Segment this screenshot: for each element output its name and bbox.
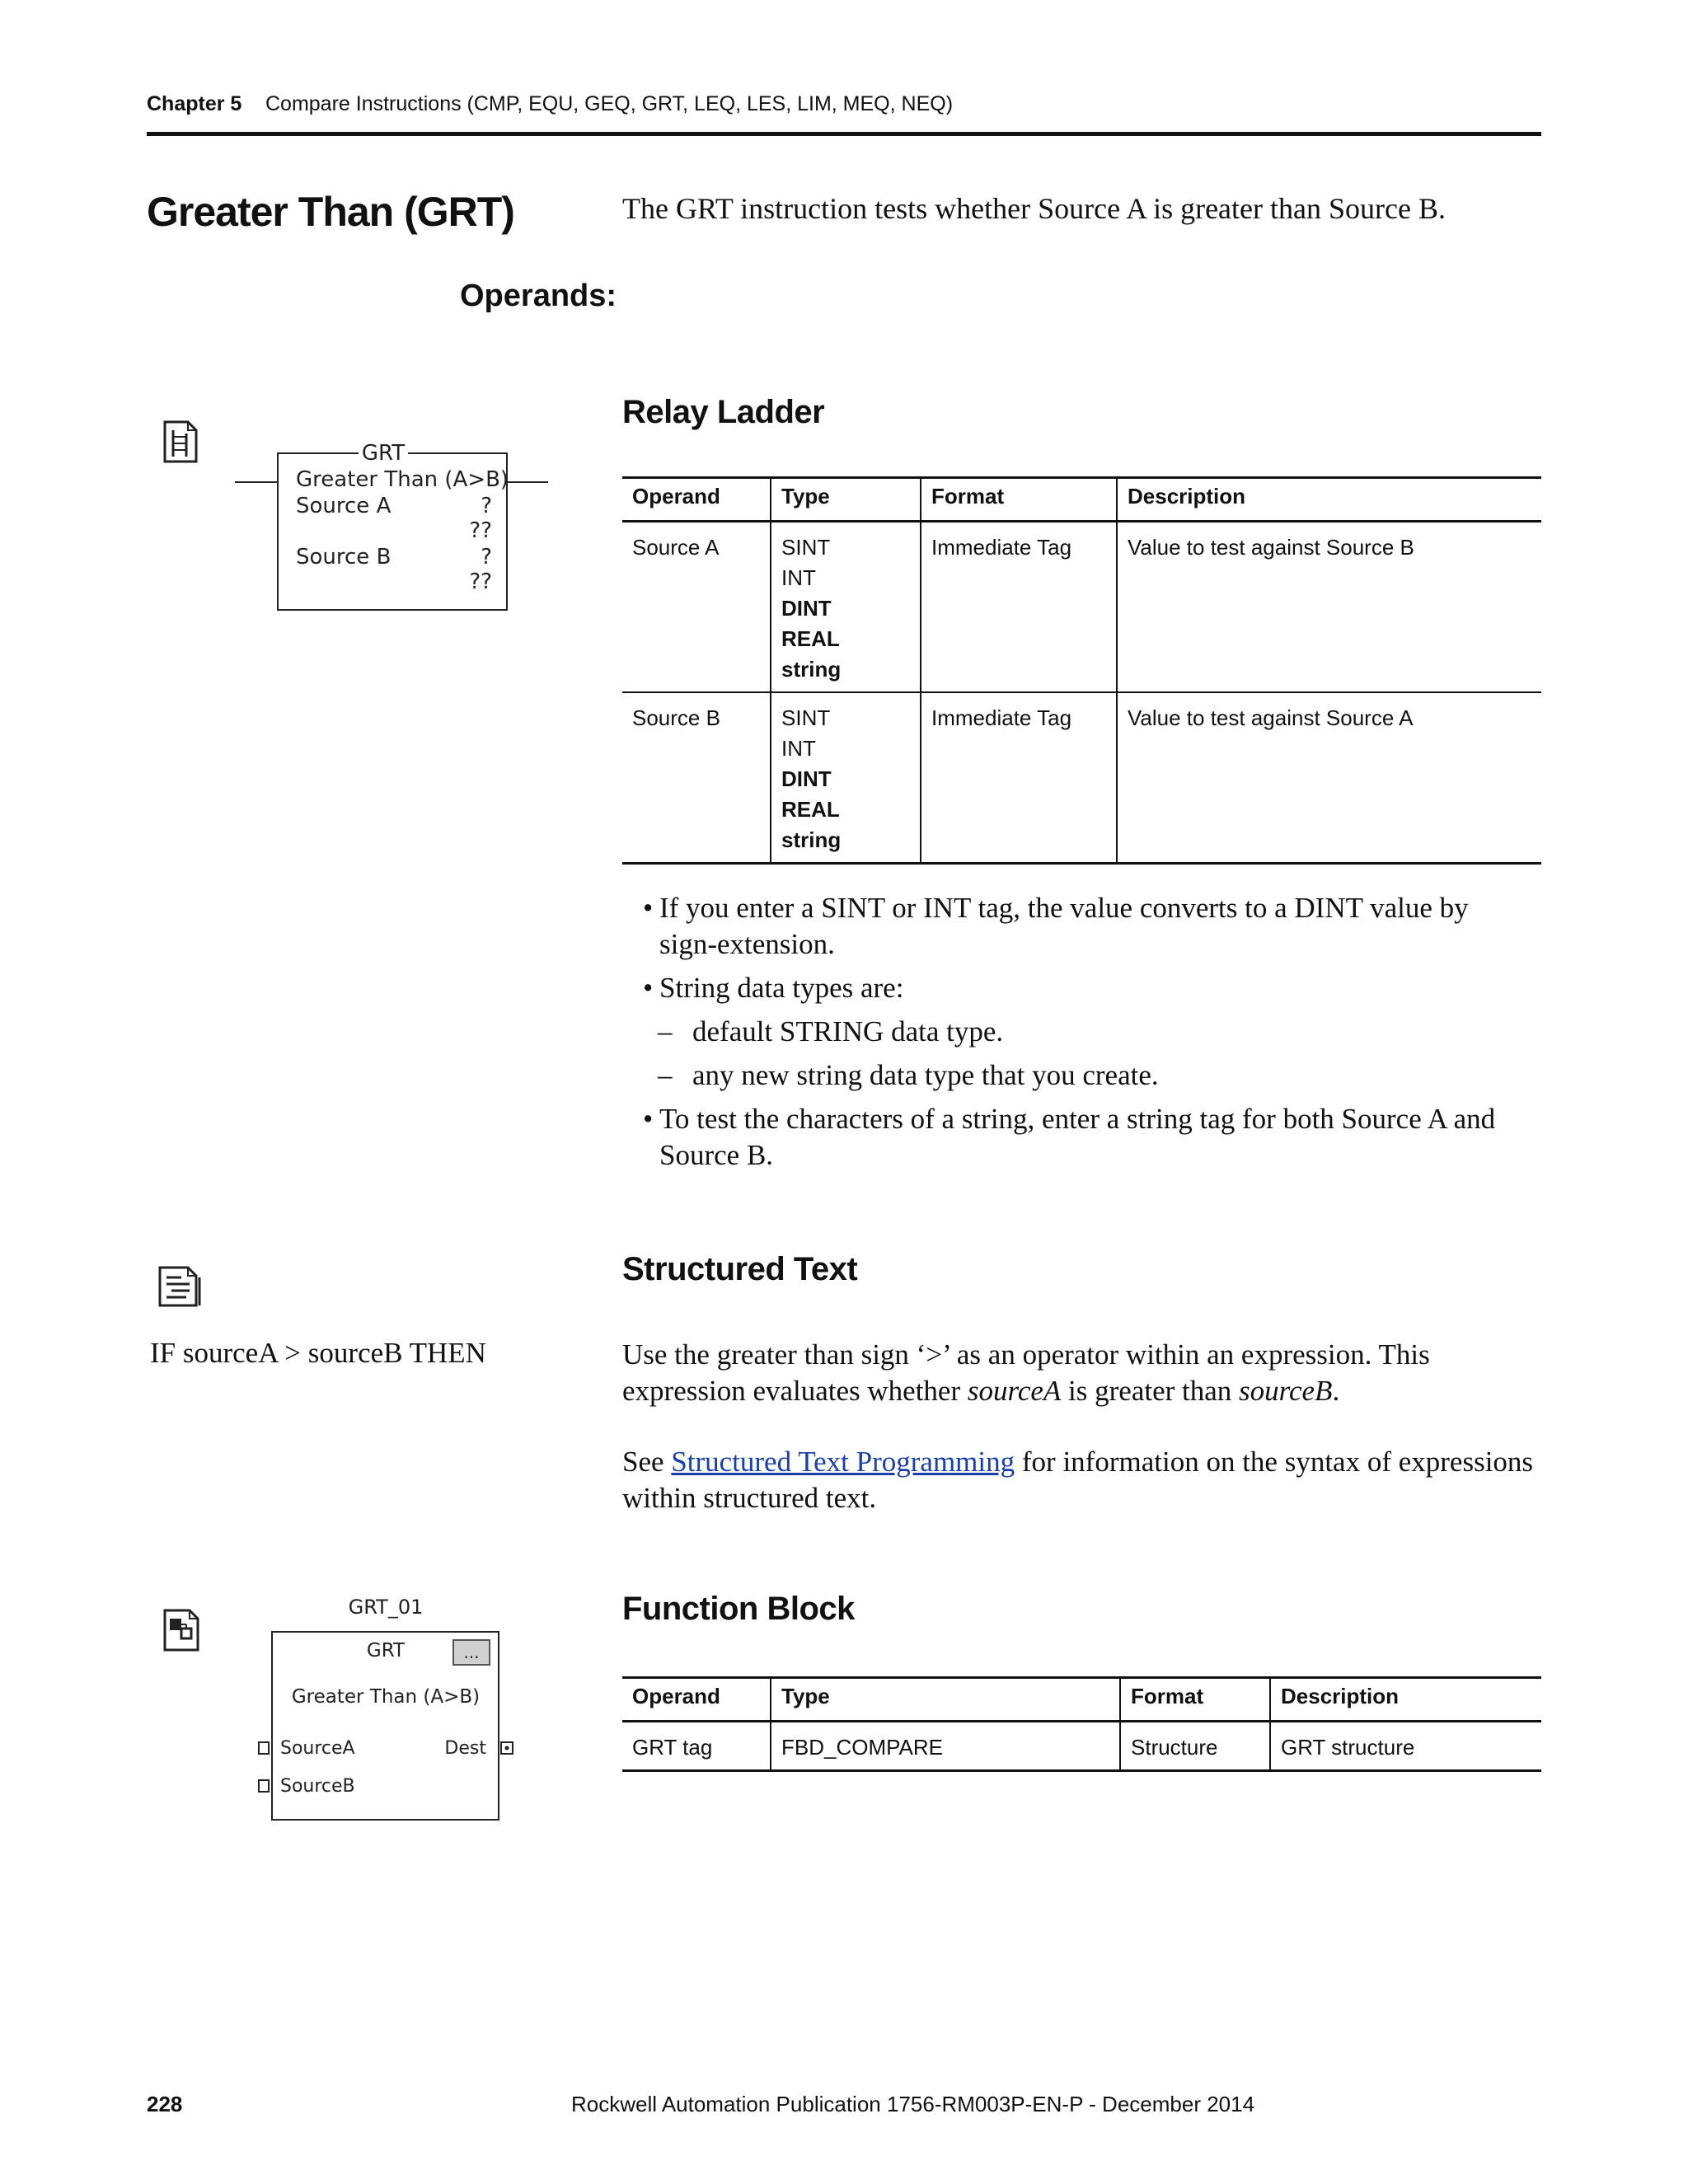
fb-input-pin-b[interactable] xyxy=(259,1780,269,1792)
list-item-text: If you enter a SINT or INT tag, the value converts to a DINT value by sign-extension. xyxy=(659,892,1469,960)
operands-heading: Operands: xyxy=(460,279,617,313)
cell-type xyxy=(771,522,921,693)
table-header-row xyxy=(622,478,1541,522)
bullet-icon: • xyxy=(643,892,654,924)
cell-description: Value to test against Source A xyxy=(1117,692,1541,864)
st-em-source-a: sourceA xyxy=(967,1375,1062,1407)
bullet-icon: • xyxy=(643,1103,654,1135)
fb-block-title: GRT xyxy=(366,1640,406,1661)
list-item-text: any new string data type that you create. xyxy=(692,1059,1159,1091)
table-row xyxy=(622,1722,1541,1771)
col-description: Description xyxy=(1117,478,1541,522)
fb-properties-button-label: ... xyxy=(463,1643,480,1662)
list-item xyxy=(643,1101,1533,1174)
dash-icon: – xyxy=(658,1059,673,1091)
st-text: See xyxy=(622,1446,672,1478)
list-item-text: default STRING data type. xyxy=(692,1015,1004,1047)
st-description xyxy=(622,1337,1545,1409)
function-block-icon xyxy=(162,1607,204,1653)
list-item-text: String data types are: xyxy=(659,972,904,1004)
fb-block-subtitle: Greater Than (A>B) xyxy=(291,1686,481,1708)
sub-list-item xyxy=(658,1014,1566,1050)
table-header-row xyxy=(622,1678,1541,1722)
type-item: INT xyxy=(781,565,816,590)
col-format: Format xyxy=(1120,1678,1270,1722)
ladder-block-subtitle: Greater Than (A>B) xyxy=(296,467,509,492)
st-text: for information on the syntax of expressions within structured text. xyxy=(622,1446,1534,1514)
fb-tag-name: GRT_01 xyxy=(348,1596,424,1619)
relay-ladder-table xyxy=(622,476,1541,865)
bullet-icon: • xyxy=(643,972,654,1004)
cell-type: FBD_COMPARE xyxy=(771,1722,1120,1771)
grt-ladder-block xyxy=(235,437,548,618)
fb-output-label: Dest xyxy=(444,1738,486,1759)
fb-input-a-label: SourceA xyxy=(280,1738,355,1759)
function-block-heading: Function Block xyxy=(622,1591,855,1627)
st-text: Use the greater than sign ‘>’ as an operator within an expression. This expression evaluates whether xyxy=(622,1338,1430,1407)
st-see-also xyxy=(622,1444,1545,1516)
ladder-source-b-sub: ?? xyxy=(469,569,492,594)
col-operand: Operand xyxy=(622,478,771,522)
ladder-source-a-sub: ?? xyxy=(469,518,492,543)
col-description: Description xyxy=(1270,1678,1541,1722)
chapter-label: Chapter 5 xyxy=(147,92,242,115)
st-code-example: IF sourceA > sourceB THEN xyxy=(150,1337,486,1369)
col-type: Type xyxy=(771,478,921,522)
type-item: REAL xyxy=(781,797,840,822)
type-item: string xyxy=(781,657,842,682)
ladder-source-b-label: Source B xyxy=(296,545,392,569)
cell-format: Immediate Tag xyxy=(921,692,1117,864)
col-type: Type xyxy=(771,1678,1120,1722)
ladder-block-title: GRT xyxy=(361,441,406,466)
type-item: REAL xyxy=(781,626,840,651)
list-item xyxy=(643,890,1533,963)
structured-text-icon xyxy=(157,1264,203,1309)
header-rule xyxy=(147,132,1541,136)
sub-list-item xyxy=(658,1057,1566,1094)
relay-ladder-heading: Relay Ladder xyxy=(622,394,825,430)
type-item: DINT xyxy=(781,766,832,791)
cell-description: GRT structure xyxy=(1270,1722,1541,1771)
cell-operand: Source B xyxy=(622,692,771,864)
structured-text-heading: Structured Text xyxy=(622,1251,858,1287)
structured-text-programming-link[interactable]: Structured Text Programming xyxy=(671,1446,1015,1478)
type-item: SINT xyxy=(781,535,831,560)
ladder-source-a-label: Source A xyxy=(296,494,392,518)
type-item: SINT xyxy=(781,705,831,730)
fb-input-b-label: SourceB xyxy=(280,1776,355,1797)
page-title: Greater Than (GRT) xyxy=(147,189,514,235)
ladder-source-a-value: ? xyxy=(481,494,492,518)
type-item: INT xyxy=(781,736,816,761)
table-row xyxy=(622,692,1541,864)
type-item: DINT xyxy=(781,596,832,621)
publication-info: Rockwell Automation Publication 1756-RM003P-EN-P - December 2014 xyxy=(571,2092,1255,2116)
cell-description: Value to test against Source B xyxy=(1117,522,1541,693)
cell-operand: GRT tag xyxy=(622,1722,771,1771)
col-operand: Operand xyxy=(622,1678,771,1722)
type-item: string xyxy=(781,827,842,852)
ladder-logic-icon xyxy=(162,419,201,465)
ladder-source-b-value: ? xyxy=(481,545,492,569)
cell-type xyxy=(771,692,921,864)
cell-operand: Source A xyxy=(622,522,771,693)
function-block-table xyxy=(622,1676,1541,1772)
intro-text: The GRT instruction tests whether Source A is greater than Source B. xyxy=(622,192,1446,225)
cell-format: Structure xyxy=(1120,1722,1270,1771)
chapter-title: Compare Instructions (CMP, EQU, GEQ, GRT, LEQ, LES, LIM, MEQ, NEQ) xyxy=(265,92,954,115)
table-row xyxy=(622,522,1541,693)
st-text: is greater than xyxy=(1061,1375,1240,1407)
list-item xyxy=(643,970,1533,1006)
fb-input-pin-a[interactable] xyxy=(259,1742,269,1754)
st-em-source-b: sourceB xyxy=(1239,1375,1333,1407)
cell-format: Immediate Tag xyxy=(921,522,1117,693)
grt-function-block xyxy=(256,1591,536,1830)
col-format: Format xyxy=(921,478,1117,522)
dash-icon: – xyxy=(658,1015,673,1047)
list-item-text: To test the characters of a string, enter a string tag for both Source A and Source B. xyxy=(659,1103,1496,1171)
st-text: . xyxy=(1332,1375,1340,1407)
page-number: 228 xyxy=(147,2092,183,2116)
